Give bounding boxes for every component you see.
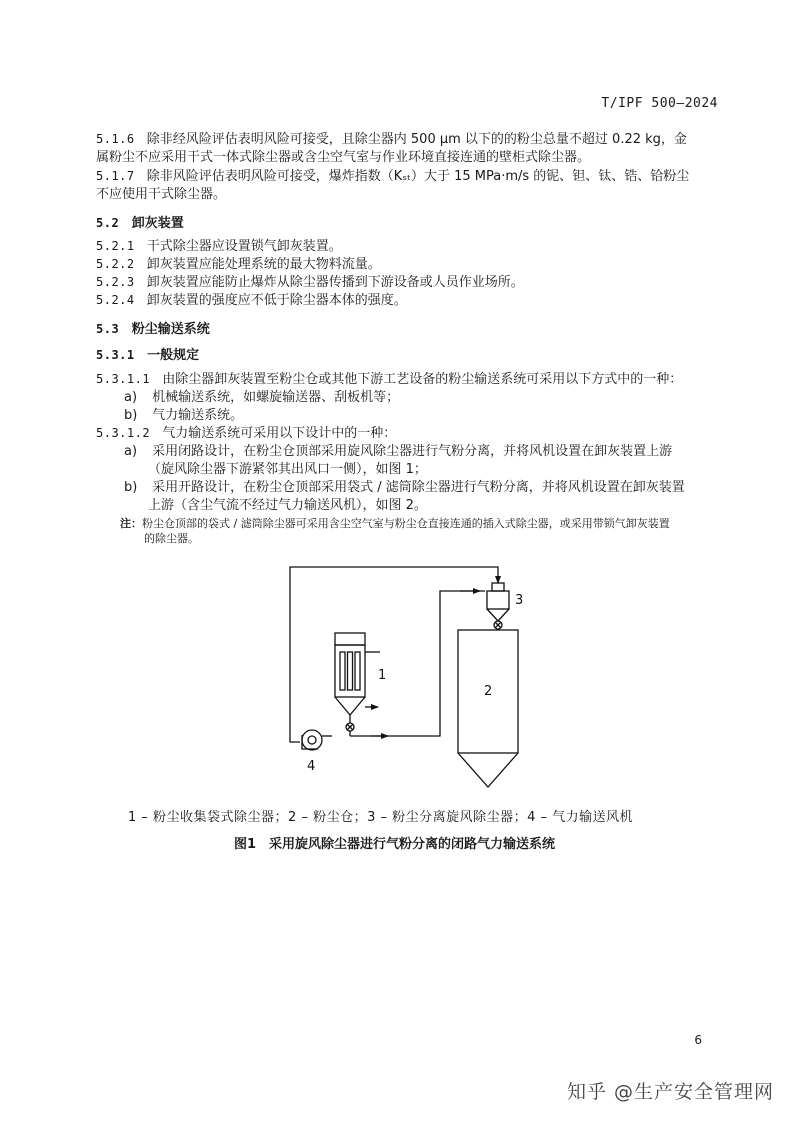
note-continuation: 的除尘器。 (144, 532, 199, 545)
cyclone-separator (487, 583, 509, 630)
list-item-a (124, 443, 672, 460)
list-label: b) (124, 480, 138, 495)
clause-text: 干式除尘器应设置锁气卸灰装置。 (146, 239, 342, 254)
clause-text: 卸灰装置的强度应不低于除尘器本体的强度。 (146, 293, 407, 308)
list-text: 采用闭路设计，在粉尘仓顶部采用旋风除尘器进行气粉分离，并将风机设置在卸灰装置上游 (152, 444, 673, 459)
section-title: 卸灰装置 (131, 216, 184, 231)
list-text: 采用开路设计，在粉尘仓顶部采用袋式 / 滤筒除尘器进行气粉分离，并将风机设置在卸灰装置 (152, 480, 685, 495)
clause-5-3-1-2 (96, 425, 396, 442)
clause-number: 5.2.1 (96, 239, 135, 253)
clause-5-2-4 (96, 292, 407, 309)
clause-number: 5.3.1.1 (96, 372, 151, 386)
label-2: 2 (484, 684, 493, 699)
list-item-b (124, 407, 243, 424)
list-label: a) (124, 390, 138, 405)
clause-text: 由除尘器卸灰装置至粉尘仓或其他下游工艺设备的粉尘输送系统可采用以下方式中的一种： (162, 372, 683, 387)
section-number: 5.3 (96, 322, 120, 336)
section-number: 5.2 (96, 216, 120, 230)
note-text: 粉尘仓顶部的袋式 / 滤筒除尘器可采用含尘空气室与粉尘仓直接连通的插入式除尘器，或采用带锁气卸灰装置 (142, 517, 670, 530)
watermark: 知乎 @生产安全管理网 (566, 1081, 774, 1103)
list-text: 气力输送系统。 (152, 408, 244, 423)
conveying-fan (302, 730, 332, 750)
list-label: b) (124, 408, 138, 423)
section-heading-5-3-1 (96, 344, 199, 363)
section-title: 粉尘输送系统 (131, 322, 210, 337)
dust-silo (458, 630, 518, 787)
label-4: 4 (307, 759, 316, 774)
clause-5-3-1-1 (96, 371, 682, 388)
clause-5-1-7-continuation: 不应使用干式除尘器。 (96, 187, 227, 202)
bag-filter-collector (335, 633, 380, 736)
clause-number: 5.2.2 (96, 257, 135, 271)
clause-text: 卸灰装置应能防止爆炸从除尘器传播到下游设备或人员作业场所。 (146, 275, 524, 290)
clause-number: 5.2.4 (96, 293, 135, 307)
note (120, 516, 670, 531)
label-1: 1 (378, 668, 387, 683)
clause-text-line: 除非风险评估表明风险可接受，爆炸指数（Kₛₜ）大于 15 MPa·m/s 的铌、钽、钛、锆、铪粉尘 (146, 169, 690, 184)
clause-text-line: 除非经风险评估表明风险可接受，且除尘器内 500 μm 以下的的粉尘总量不超过 0.22 kg，金 (146, 132, 687, 147)
figure-1-diagram (270, 555, 550, 795)
section-number: 5.3.1 (96, 348, 135, 362)
document-code-header: T/IPF 500—2024 (601, 96, 718, 111)
clause-5-1-6-continuation: 属粉尘不应采用干式一体式除尘器或含尘空气室与作业环境直接连通的壁柜式除尘器。 (96, 150, 591, 165)
clause-number: 5.2.3 (96, 275, 135, 289)
list-text: 机械输送系统，如螺旋输送器、刮板机等； (152, 390, 400, 405)
list-item-b-continuation: 上游（含尘气流不经过气力输送风机），如图 2。 (148, 498, 427, 513)
list-label: a) (124, 444, 138, 459)
section-title: 一般规定 (147, 348, 200, 363)
clause-5-1-7 (96, 168, 689, 185)
clause-number: 5.1.6 (96, 132, 135, 146)
list-item-a (124, 389, 399, 406)
return-air-line (290, 567, 498, 742)
clause-5-2-1 (96, 238, 342, 255)
section-heading-5-3 (96, 318, 210, 337)
page-number: 6 (694, 1033, 702, 1047)
list-item-b (124, 479, 685, 496)
figure-legend: 1 – 粉尘收集袋式除尘器；2 – 粉尘仓；3 – 粉尘分离旋风除尘器；4 – 气力输送风机 (128, 810, 634, 825)
section-heading-5-2 (96, 212, 184, 231)
label-3: 3 (515, 593, 524, 608)
note-label: 注： (120, 517, 142, 530)
clause-5-2-2 (96, 256, 381, 273)
clause-number: 5.1.7 (96, 169, 135, 183)
clause-text: 气力输送系统可采用以下设计中的一种： (162, 426, 397, 441)
figure-caption: 图1 采用旋风除尘器进行气粉分离的闭路气力输送系统 (234, 837, 556, 852)
clause-5-1-6 (96, 131, 687, 148)
clause-5-2-3 (96, 274, 524, 291)
conveying-line (350, 591, 485, 736)
clause-text: 卸灰装置应能处理系统的最大物料流量。 (146, 257, 381, 272)
clause-number: 5.3.1.2 (96, 426, 151, 440)
list-item-a-continuation: （旋风除尘器下游紧邻其出风口一侧），如图 1； (148, 462, 427, 477)
